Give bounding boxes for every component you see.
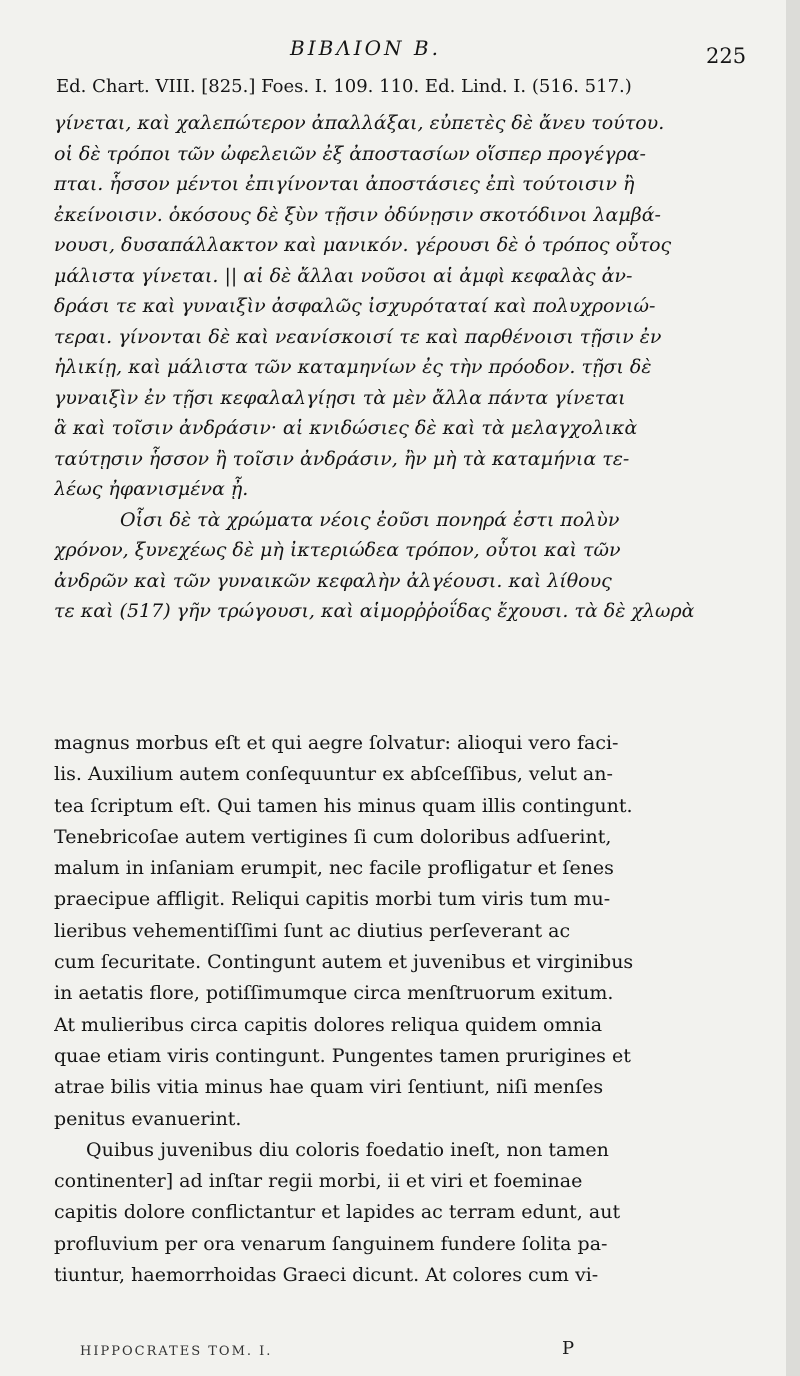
latin-line: capitis dolore conflictantur et lapides ac terram edunt, aut bbox=[54, 1201, 621, 1224]
latin-line: in aetatis flore, potiſſimumque circa menſtruorum exitum. bbox=[54, 982, 614, 1005]
latin-line: quae etiam viris contingunt. Pungentes tamen prurigines et bbox=[54, 1044, 631, 1067]
latin-line: tea ſcriptum eſt. Qui tamen his minus quam illis contingunt. bbox=[54, 794, 633, 817]
signature-text: HIPPOCRATES TOM. I. bbox=[80, 1344, 273, 1359]
latin-line: continenter] ad inſtar regii morbi, ii et viri et foeminae bbox=[54, 1170, 583, 1193]
latin-line: praecipue affligit. Reliqui capitis morbi tum viris tum mu- bbox=[54, 888, 611, 911]
greek-line: λέως ἠφανισμένα ᾖ. bbox=[54, 478, 249, 500]
greek-line: δράσι τε καὶ γυναιξὶν ἀσφαλῶς ἰσχυρόταταί καὶ πολυχρονιώ- bbox=[54, 295, 656, 317]
latin-line: lieribus vehementiſſimi ſunt ac diutius perſeverant ac bbox=[54, 919, 571, 942]
greek-line: τε καὶ (517) γῆν τρώγουσι, καὶ αἱμορῤῥοΐδας ἔχουσι. τὰ δὲ χλωρὰ bbox=[54, 600, 695, 622]
greek-line: μάλιστα γίνεται. || αἱ δὲ ἄλλαι νοῦσοι αἱ ἀμφὶ κεφαλὰς ἀν- bbox=[54, 264, 633, 287]
edition-references: Ed. Chart. VIII. [825.] Foes. I. 109. 110. Ed. Lind. I. (516. 517.) bbox=[56, 76, 632, 97]
greek-line: χρόνον, ξυνεχέως δὲ μὴ ἰκτεριώδεα τρόπον, οὗτοι καὶ τῶν bbox=[54, 539, 621, 561]
latin-line: profluvium per ora venarum ſanguinem fundere ſolita pa- bbox=[54, 1232, 608, 1255]
running-title: ΒΙΒΛΙΟΝ Β. bbox=[290, 36, 441, 60]
latin-line: Quibus juvenibus diu coloris foedatio ineſt, non tamen bbox=[86, 1138, 609, 1161]
greek-line: Οἷσι δὲ τὰ χρώματα νέοις ἐοῦσι πονηρά ἐστι πολὺν bbox=[120, 508, 620, 531]
greek-line: ταύτῃσιν ἧσσον ἢ τοῖσιν ἀνδράσιν, ἢν μὴ τὰ καταμήνια τε- bbox=[54, 447, 630, 470]
greek-line: πται. ἧσσον μέντοι ἐπιγίνονται ἀποστάσιες ἐπὶ τούτοισιν ἢ bbox=[54, 173, 635, 195]
latin-text-block bbox=[54, 728, 766, 1291]
latin-line: penitus evanuerint. bbox=[54, 1107, 242, 1130]
latin-line: tiuntur, haemorrhoidas Graeci dicunt. At colores cum vi- bbox=[54, 1264, 599, 1287]
greek-line: τεραι. γίνονται δὲ καὶ νεανίσκοισί τε καὶ παρθένοισι τῇσιν ἐν bbox=[54, 325, 662, 348]
page-number: 225 bbox=[706, 44, 747, 68]
latin-line: malum in inſaniam erumpit, nec facile profligatur et ſenes bbox=[54, 857, 614, 880]
latin-line: At mulieribus circa capitis dolores reliqua quidem omnia bbox=[54, 1013, 603, 1036]
latin-line: Tenebricoſae autem vertigines ſi cum doloribus adſuerint, bbox=[54, 825, 612, 848]
latin-line: lis. Auxilium autem conſequuntur ex abſceſſibus, velut an- bbox=[54, 763, 613, 786]
signature-line bbox=[80, 1338, 720, 1368]
greek-text-block bbox=[54, 108, 754, 627]
greek-line: ἀνδρῶν καὶ τῶν γυναικῶν κεφαλὴν ἀλγέουσι. καὶ λίθους bbox=[54, 569, 612, 592]
greek-line: ἃ καὶ τοῖσιν ἀνδράσιν· αἱ κνιδώσιες δὲ καὶ τὰ μελαγχολικὰ bbox=[54, 417, 638, 439]
greek-line: νουσι, δυσαπάλλακτον καὶ μανικόν. γέρουσι δὲ ὁ τρόπος οὗτος bbox=[54, 234, 672, 256]
signature-mark: P bbox=[562, 1338, 577, 1359]
running-head bbox=[0, 30, 800, 70]
latin-line: cum ſecuritate. Contingunt autem et juvenibus et virginibus bbox=[54, 951, 634, 974]
greek-line: οἱ δὲ τρόποι τῶν ὠφελειῶν ἐξ ἀποστασίων οἵσπερ προγέγρα- bbox=[54, 142, 646, 165]
page-edge bbox=[786, 0, 800, 1376]
greek-line: ἡλικίῃ, καὶ μάλιστα τῶν καταμηνίων ἐς τὴν πρόοδον. τῇσι δὲ bbox=[54, 356, 652, 378]
greek-line: γίνεται, καὶ χαλεπώτερον ἀπαλλάξαι, εὐπετὲς δὲ ἄνευ τούτου. bbox=[54, 112, 665, 134]
latin-line: atrae bilis vitia minus hae quam viri ſentiunt, niſi menſes bbox=[54, 1076, 604, 1099]
greek-line: ἐκείνοισιν. ὁκόσους δὲ ξὺν τῇσιν ὀδύνῃσιν σκοτόδινοι λαμβά- bbox=[54, 203, 661, 226]
greek-line: γυναιξὶν ἐν τῇσι κεφαλαλγίῃσι τὰ μὲν ἄλλα πάντα γίνεται bbox=[54, 386, 626, 409]
latin-line: magnus morbus eſt et qui aegre ſolvatur: alioqui vero faci- bbox=[54, 732, 619, 754]
